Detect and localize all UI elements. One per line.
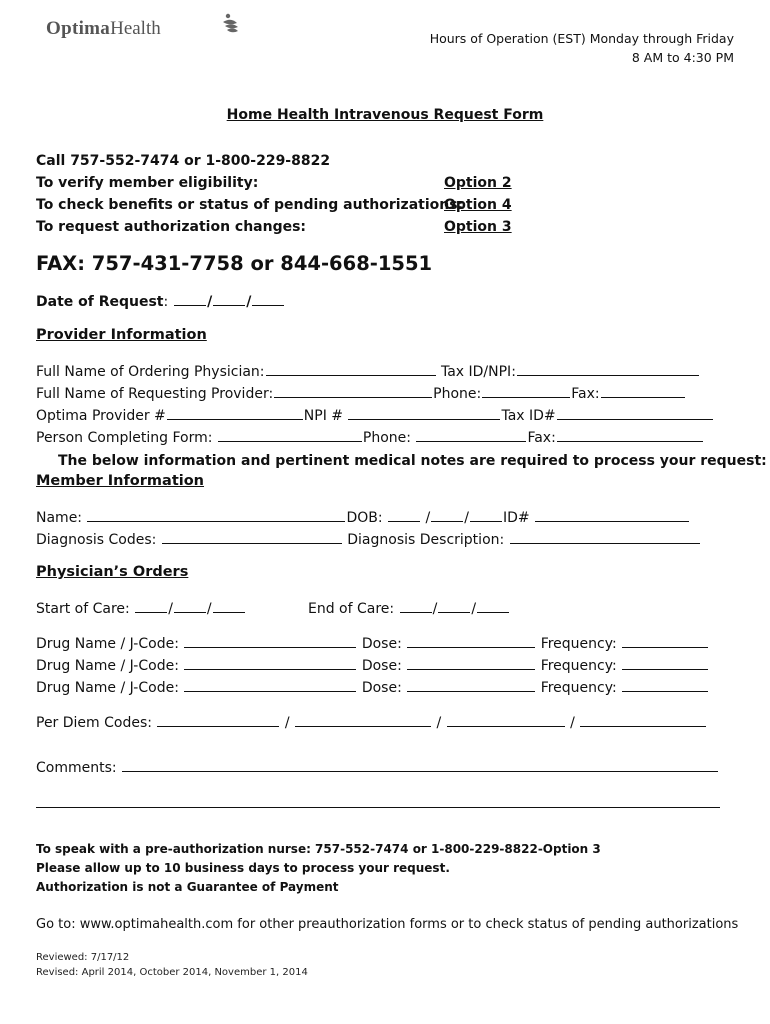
per-diem-sep: / bbox=[436, 715, 442, 731]
tax-id-npi-label: Tax ID/NPI: bbox=[440, 364, 516, 380]
fax-field[interactable] bbox=[557, 427, 703, 442]
person-completing-field[interactable] bbox=[218, 427, 362, 442]
dose-label: Dose: bbox=[361, 658, 402, 674]
call-item-eligibility bbox=[36, 172, 556, 194]
drug-name-field[interactable] bbox=[184, 633, 356, 648]
frequency-label: Frequency: bbox=[540, 636, 617, 652]
phone-label: Phone: bbox=[433, 386, 482, 402]
form-title: Home Health Intravenous Request Form bbox=[226, 107, 544, 123]
npi-label: NPI # bbox=[303, 408, 344, 424]
per-diem-sep: / bbox=[570, 715, 575, 731]
fax-label: Fax: bbox=[571, 386, 600, 402]
drug-row-1 bbox=[36, 633, 709, 655]
optima-provider-row bbox=[36, 405, 714, 427]
start-day-field[interactable] bbox=[174, 598, 206, 613]
diagnosis-codes-label: Diagnosis Codes: bbox=[36, 532, 157, 548]
end-of-care-row bbox=[308, 598, 510, 620]
logo-text-optima: Optima bbox=[46, 18, 111, 39]
drug-row-2 bbox=[36, 655, 709, 677]
per-diem-sep: / bbox=[284, 715, 290, 731]
drug-name-label: Drug Name / J-Code: bbox=[36, 636, 179, 652]
dob-day-field[interactable] bbox=[431, 507, 463, 522]
per-diem-row bbox=[36, 712, 707, 734]
required-info-notice: The below information and pertinent medical notes are required to process your request: bbox=[58, 453, 767, 469]
requesting-provider-label: Full Name of Requesting Provider: bbox=[36, 386, 274, 402]
call-item-label: To verify member eligibility: bbox=[36, 175, 259, 191]
hours-line-2: 8 AM to 4:30 PM bbox=[631, 50, 734, 65]
revised-line: Revised: April 2014, October 2014, November 1, 2014 bbox=[36, 967, 308, 978]
date-month-field[interactable] bbox=[174, 291, 206, 306]
optima-health-logo bbox=[46, 18, 161, 40]
drug-name-label: Drug Name / J-Code: bbox=[36, 680, 179, 696]
requesting-provider-row bbox=[36, 383, 686, 405]
per-diem-field-2[interactable] bbox=[295, 712, 431, 727]
drug-name-field[interactable] bbox=[184, 677, 356, 692]
phone-label: Phone: bbox=[362, 430, 411, 446]
member-id-field[interactable] bbox=[535, 507, 689, 522]
member-name-row bbox=[36, 507, 690, 529]
tax-id-field[interactable] bbox=[557, 405, 713, 420]
npi-field[interactable] bbox=[348, 405, 500, 420]
goto-website-line: Go to: www.optimahealth.com for other preauthorization forms or to check status of pending authorizations bbox=[36, 917, 739, 932]
not-guarantee-line: Authorization is not a Guarantee of Payment bbox=[36, 880, 339, 894]
dose-field[interactable] bbox=[407, 633, 535, 648]
start-month-field[interactable] bbox=[135, 598, 167, 613]
dob-sep: / bbox=[425, 510, 431, 526]
optima-provider-label: Optima Provider # bbox=[36, 408, 166, 424]
diagnosis-row bbox=[36, 529, 701, 551]
per-diem-field-3[interactable] bbox=[447, 712, 565, 727]
call-block bbox=[36, 150, 556, 238]
fax-label: Fax: bbox=[527, 430, 556, 446]
date-sep: / bbox=[246, 294, 252, 310]
date-sep: / bbox=[207, 294, 213, 310]
provider-info-heading: Provider Information bbox=[36, 327, 207, 343]
optima-health-mark-icon bbox=[220, 12, 242, 38]
revision-history bbox=[36, 950, 308, 980]
hours-of-operation bbox=[430, 29, 734, 67]
member-id-label: ID# bbox=[502, 510, 530, 526]
ordering-physician-label: Full Name of Ordering Physician: bbox=[36, 364, 265, 380]
date-year-field[interactable] bbox=[252, 291, 284, 306]
comments-row bbox=[36, 757, 719, 779]
diagnosis-codes-field[interactable] bbox=[162, 529, 342, 544]
call-line: Call 757-552-7474 or 1-800-229-8822 bbox=[36, 153, 331, 169]
call-item-changes bbox=[36, 216, 556, 238]
call-item-label: To check benefits or status of pending authorizations: bbox=[36, 197, 464, 213]
date-sep: / bbox=[168, 601, 173, 617]
drug-name-field[interactable] bbox=[184, 655, 356, 670]
call-item-option: Option 2 bbox=[444, 175, 512, 191]
tax-id-label: Tax ID# bbox=[501, 408, 556, 424]
dob-year-field[interactable] bbox=[470, 507, 502, 522]
start-of-care-label: Start of Care: bbox=[36, 601, 130, 617]
comments-label: Comments: bbox=[36, 760, 117, 776]
phone-field[interactable] bbox=[416, 427, 526, 442]
frequency-field[interactable] bbox=[622, 633, 708, 648]
dob-label: DOB: bbox=[346, 510, 383, 526]
drug-name-label: Drug Name / J-Code: bbox=[36, 658, 179, 674]
per-diem-field-4[interactable] bbox=[580, 712, 706, 727]
call-item-option: Option 3 bbox=[444, 219, 512, 235]
start-year-field[interactable] bbox=[213, 598, 245, 613]
drug-row-3 bbox=[36, 677, 709, 699]
requesting-provider-field[interactable] bbox=[274, 383, 432, 398]
person-completing-label: Person Completing Form: bbox=[36, 430, 213, 446]
end-year-field[interactable] bbox=[477, 598, 509, 613]
frequency-label: Frequency: bbox=[540, 658, 617, 674]
frequency-field[interactable] bbox=[622, 677, 708, 692]
tax-id-npi-field[interactable] bbox=[517, 361, 699, 376]
comments-field[interactable] bbox=[122, 757, 718, 772]
date-sep: / bbox=[432, 601, 438, 617]
end-of-care-label: End of Care: bbox=[308, 601, 395, 617]
frequency-label: Frequency: bbox=[540, 680, 617, 696]
diagnosis-description-label: Diagnosis Description: bbox=[347, 532, 505, 548]
per-diem-field-1[interactable] bbox=[157, 712, 279, 727]
call-item-benefits bbox=[36, 194, 556, 216]
dose-field[interactable] bbox=[407, 655, 535, 670]
logo-text-health: Health bbox=[110, 18, 161, 39]
dose-label: Dose: bbox=[361, 636, 402, 652]
comments-field-line-2[interactable] bbox=[36, 793, 720, 808]
date-of-request-row bbox=[36, 291, 285, 313]
fax-number: FAX: 757-431-7758 or 844-668-1551 bbox=[36, 252, 433, 275]
start-of-care-row bbox=[36, 598, 246, 620]
phone-field[interactable] bbox=[482, 383, 570, 398]
colon: : bbox=[163, 294, 169, 310]
date-day-field[interactable] bbox=[213, 291, 245, 306]
per-diem-label: Per Diem Codes: bbox=[36, 715, 152, 731]
allow-days-line: Please allow up to 10 business days to process your request. bbox=[36, 861, 450, 875]
date-of-request-label: Date of Request bbox=[36, 294, 164, 310]
end-month-field[interactable] bbox=[400, 598, 432, 613]
footer-notes bbox=[36, 840, 601, 897]
optima-provider-field[interactable] bbox=[167, 405, 303, 420]
date-sep: / bbox=[471, 601, 477, 617]
person-completing-row bbox=[36, 427, 704, 449]
member-name-field[interactable] bbox=[87, 507, 345, 522]
fax-field[interactable] bbox=[601, 383, 685, 398]
diagnosis-description-field[interactable] bbox=[510, 529, 700, 544]
end-day-field[interactable] bbox=[438, 598, 470, 613]
call-item-label: To request authorization changes: bbox=[36, 219, 307, 235]
frequency-field[interactable] bbox=[622, 655, 708, 670]
ordering-physician-row bbox=[36, 361, 700, 383]
preauth-nurse-line: To speak with a pre-authorization nurse: 757-552-7474 or 1-800-229-8822-Option 3 bbox=[36, 842, 601, 856]
member-name-label: Name: bbox=[36, 510, 83, 526]
dose-label: Dose: bbox=[361, 680, 402, 696]
ordering-physician-field[interactable] bbox=[266, 361, 436, 376]
date-sep: / bbox=[206, 601, 212, 617]
member-info-heading: Member Information bbox=[36, 473, 205, 489]
physicians-orders-heading: Physician’s Orders bbox=[36, 564, 189, 580]
reviewed-line: Reviewed: 7/17/12 bbox=[36, 952, 130, 963]
hours-line-1: Hours of Operation (EST) Monday through Friday bbox=[429, 31, 734, 46]
call-item-option: Option 4 bbox=[444, 197, 512, 213]
dob-sep: / bbox=[464, 510, 469, 526]
dob-month-field[interactable] bbox=[388, 507, 420, 522]
dose-field[interactable] bbox=[407, 677, 535, 692]
